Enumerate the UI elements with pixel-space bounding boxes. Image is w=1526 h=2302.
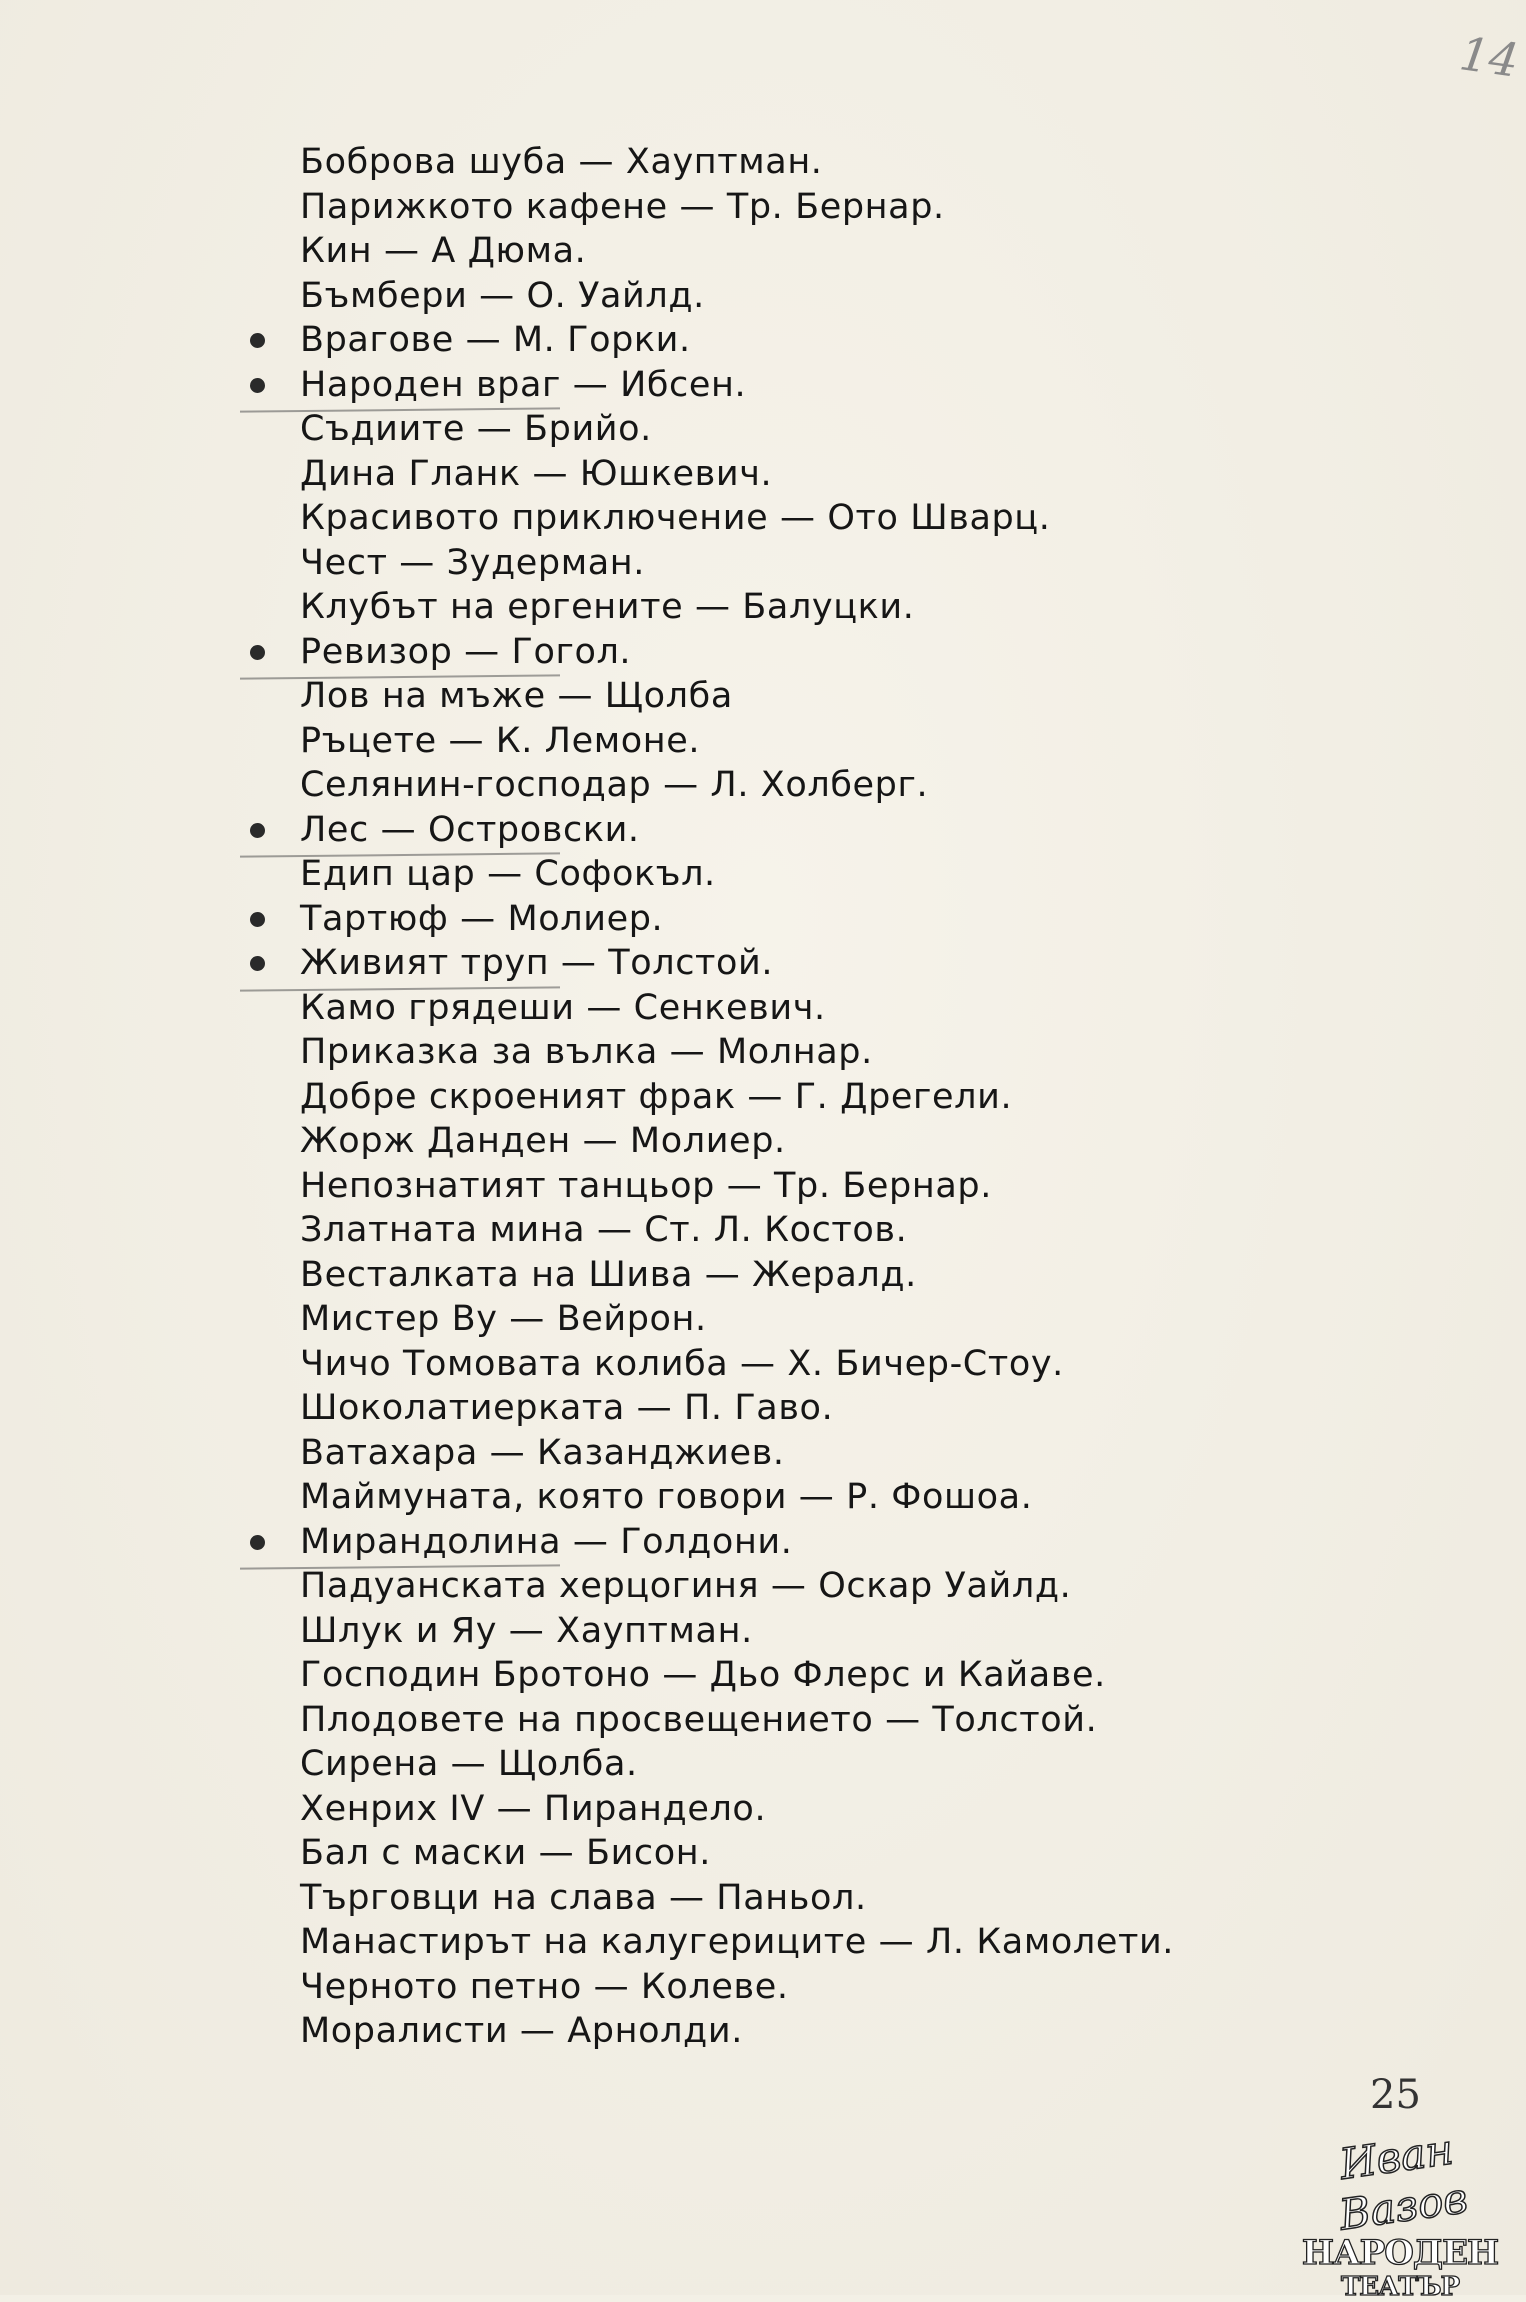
play-entry	[300, 2009, 1174, 2054]
play-entry	[300, 140, 1174, 185]
play-title-author: Хенрих IV — Пирандело.	[300, 1788, 767, 1829]
play-entry	[300, 1208, 1174, 1253]
play-title-author: Търговци на слава — Паньол.	[300, 1877, 867, 1918]
play-entry	[300, 763, 1174, 808]
play-title-author: Красивото приключение — Ото Шварц.	[300, 498, 1051, 538]
pencil-mark-dot-icon	[250, 1535, 265, 1550]
pencil-mark-dot-icon	[250, 645, 265, 660]
play-entry	[300, 1876, 1174, 1921]
play-entry	[300, 274, 1174, 319]
play-title-author: Шоколатиерката — П. Гаво.	[300, 1388, 834, 1428]
play-title-author: Парижкото кафене — Тр. Бернар.	[300, 186, 945, 227]
play-title-author: Чест — Зудерман.	[300, 542, 645, 583]
play-title-author: Бал с маски — Бисон.	[300, 1833, 711, 1873]
play-title-author: Плодовете на просвещението — Толстой.	[300, 1699, 1098, 1740]
play-title-author: Боброва шуба — Хауптман.	[300, 142, 823, 182]
play-entry	[300, 719, 1174, 764]
play-title-author: Едип цар — Софокъл.	[300, 854, 716, 894]
play-entry	[300, 1475, 1174, 1520]
play-entry	[300, 318, 1174, 363]
play-entry	[300, 1431, 1174, 1476]
pencil-mark-dot-icon	[250, 956, 265, 971]
play-title-author: Клубът на ергените — Балуцки.	[300, 587, 915, 627]
logo-line1: НАРОДЕН	[1301, 2233, 1499, 2273]
play-title-author: Ръцете — К. Лемоне.	[300, 720, 701, 761]
play-title-author: Шлук и Яу — Хауптман.	[300, 1610, 753, 1651]
play-title-author: Добре скроеният фрак — Г. Дрегели.	[300, 1076, 1013, 1117]
play-entry	[300, 852, 1174, 897]
play-entry	[300, 363, 1174, 408]
play-title-author: Златната мина — Ст. Л. Костов.	[300, 1210, 908, 1250]
play-entry	[300, 585, 1174, 630]
play-title-author: Ревизор — Гогол.	[300, 631, 632, 672]
play-entry	[300, 808, 1174, 853]
play-entry	[300, 1520, 1174, 1565]
play-entry	[300, 1119, 1174, 1164]
play-entry	[300, 1030, 1174, 1075]
play-title-author: Селянин-господар — Л. Холберг.	[300, 765, 929, 805]
play-title-author: Народен враг — Ибсен.	[300, 364, 747, 405]
play-list	[300, 140, 1174, 2054]
play-title-author: Манастирът на калугериците — Л. Камолети.	[300, 1922, 1175, 1962]
play-entry	[300, 1297, 1174, 1342]
play-entry	[300, 630, 1174, 675]
play-entry	[300, 496, 1174, 541]
play-entry	[300, 1075, 1174, 1120]
play-entry	[300, 1164, 1174, 1209]
play-entry	[300, 452, 1174, 497]
pencil-mark-dot-icon	[250, 378, 265, 393]
play-entry	[300, 1342, 1174, 1387]
play-title-author: Весталката на Шива — Жералд.	[300, 1254, 917, 1295]
play-title-author: Моралисти — Арнолди.	[300, 2011, 743, 2051]
play-title-author: Господин Бротоно — Дьо Флерс и Кайаве.	[300, 1655, 1106, 1695]
play-entry	[300, 1831, 1174, 1876]
play-title-author: Лов на мъже — Щолба	[300, 676, 733, 716]
play-title-author: Мистер Ву — Вейрон.	[300, 1299, 707, 1339]
pencil-mark-dot-icon	[250, 823, 265, 838]
play-entry	[300, 1609, 1174, 1654]
play-entry	[300, 941, 1174, 986]
logo-line2: ТЕАТЪР	[1340, 2272, 1460, 2302]
play-entry	[300, 229, 1174, 274]
pencil-mark-dot-icon	[250, 333, 265, 348]
play-entry	[300, 1920, 1174, 1965]
play-title-author: Съдиите — Брийо.	[300, 409, 652, 449]
pencil-mark-dot-icon	[250, 912, 265, 927]
play-title-author: Камо грядеши — Сенкевич.	[300, 987, 826, 1028]
play-title-author: Маймуната, която говори — Р. Фошоа.	[300, 1477, 1033, 1517]
play-entry	[300, 897, 1174, 942]
handwritten-page-number: 14	[1456, 26, 1523, 88]
play-title-author: Мирандолина — Голдони.	[300, 1521, 793, 1562]
play-title-author: Чичо Томовата колиба — Х. Бичер-Стоу.	[300, 1343, 1064, 1384]
logo-signature: Иван Вазов	[1336, 2124, 1471, 2240]
play-title-author: Черното петно — Колеве.	[300, 1966, 789, 2007]
play-title-author: Ватахара — Казанджиев.	[300, 1432, 785, 1473]
play-entry	[300, 674, 1174, 719]
play-title-author: Кин — А Дюма.	[300, 231, 587, 271]
play-title-author: Дина Гланк — Юшкевич.	[300, 453, 773, 494]
page-number: 25	[1370, 2072, 1421, 2118]
play-entry	[300, 1564, 1174, 1609]
play-title-author: Лес — Островски.	[300, 809, 640, 850]
play-title-author: Падуанската херцогиня — Оскар Уайлд.	[300, 1566, 1072, 1606]
play-title-author: Бъмбери — О. Уайлд.	[300, 275, 705, 316]
play-entry	[300, 1653, 1174, 1698]
play-title-author: Непознатият танцьор — Тр. Бернар.	[300, 1165, 992, 1206]
play-entry	[300, 1787, 1174, 1832]
play-title-author: Сирена — Щолба.	[300, 1744, 638, 1784]
play-entry	[300, 1386, 1174, 1431]
play-title-author: Приказка за вълка — Молнар.	[300, 1032, 873, 1072]
play-title-author: Живият труп — Толстой.	[300, 943, 774, 983]
play-entry	[300, 1698, 1174, 1743]
play-entry	[300, 1965, 1174, 2010]
play-entry	[300, 1253, 1174, 1298]
play-entry	[300, 185, 1174, 230]
play-title-author: Врагове — М. Горки.	[300, 320, 691, 360]
play-entry	[300, 986, 1174, 1031]
play-entry	[300, 541, 1174, 586]
play-title-author: Жорж Данден — Молиер.	[300, 1121, 786, 1161]
national-theatre-logo	[1300, 2124, 1500, 2302]
play-entry	[300, 1742, 1174, 1787]
play-title-author: Тартюф — Молиер.	[300, 898, 664, 939]
play-entry	[300, 407, 1174, 452]
